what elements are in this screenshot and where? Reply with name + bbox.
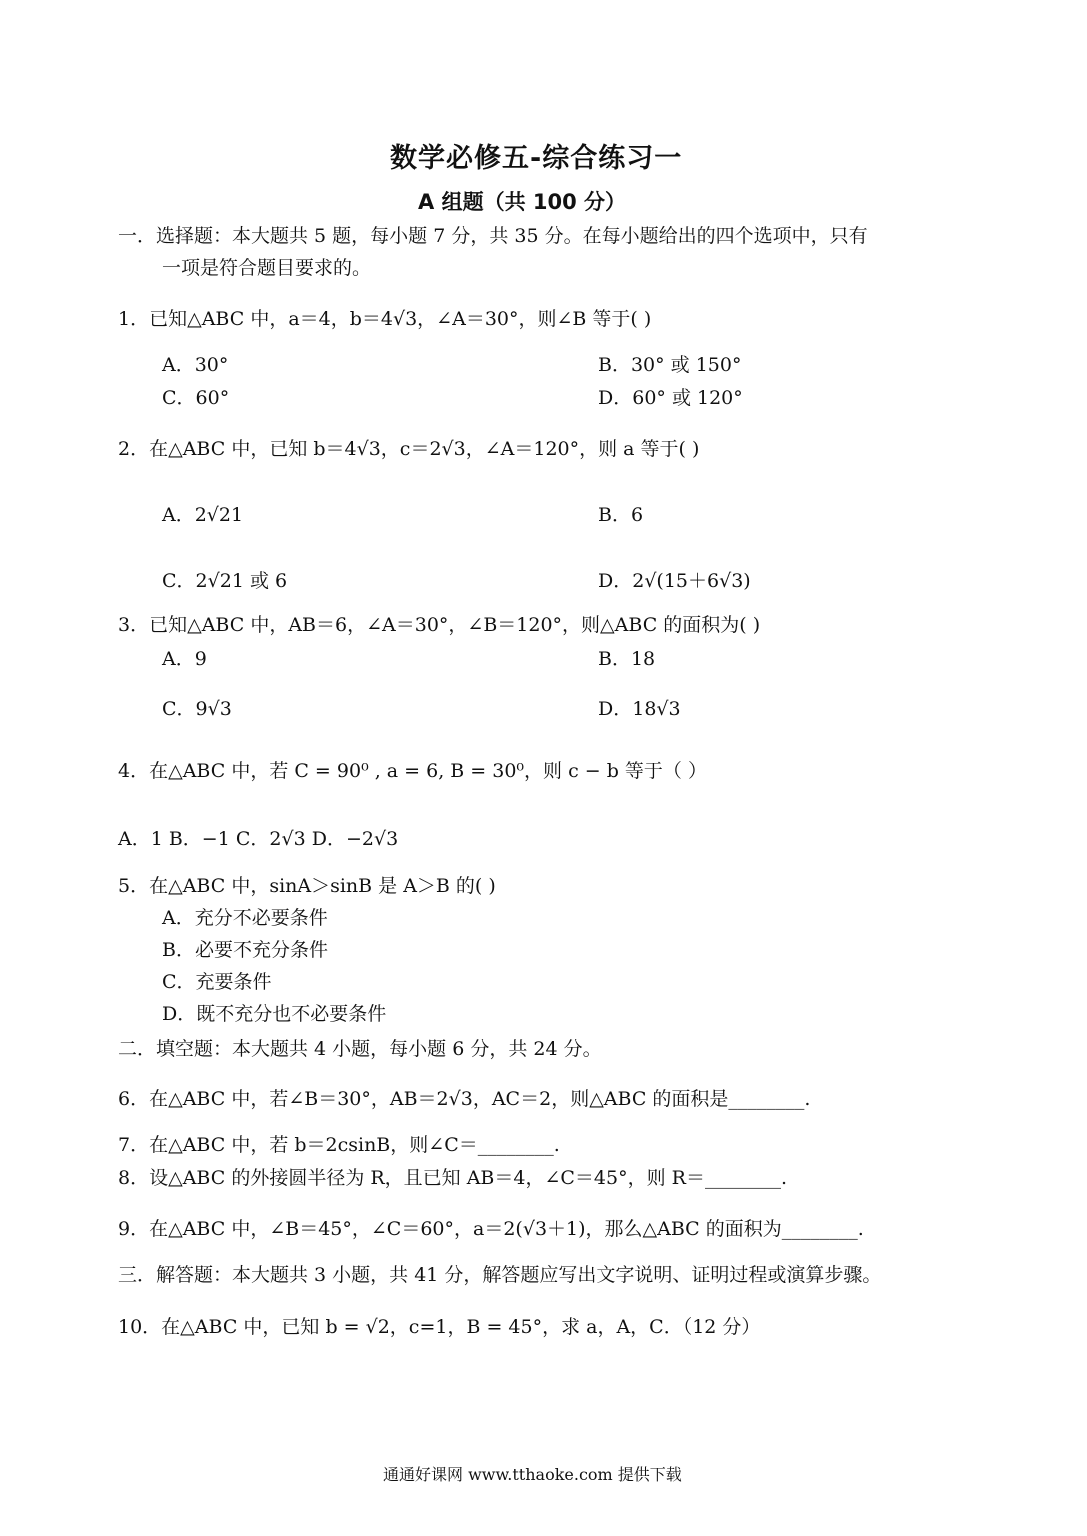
question-2-option-c: C．2√21 或 6 <box>162 570 288 592</box>
question-5-option-a: A．充分不必要条件 <box>162 907 328 929</box>
question-3-option-a: A．9 <box>162 648 207 670</box>
question-5-option-b: B．必要不充分条件 <box>162 939 328 961</box>
question-5-option-c: C．充要条件 <box>162 971 272 993</box>
question-8: 8．设△ABC 的外接圆半径为 R，且已知 AB＝4，∠C＝45°，则 R＝________. <box>118 1167 787 1189</box>
section-2-heading: 二．填空题：本大题共 4 小题，每小题 6 分，共 24 分。 <box>118 1038 602 1060</box>
section-3-heading: 三．解答题：本大题共 3 小题，共 41 分，解答题应写出文字说明、证明过程或演算步骤。 <box>118 1264 882 1286</box>
page-title: 数学必修五-综合练习一 <box>390 143 683 174</box>
question-1-option-a: A．30° <box>162 354 229 376</box>
question-5-option-d: D．既不充分也不必要条件 <box>162 1003 387 1025</box>
question-2-option-d: D．2√(15＋6√3) <box>598 570 751 592</box>
question-3-stem: 3．已知△ABC 中，AB＝6，∠A＝30°，∠B＝120°，则△ABC 的面积为( ) <box>118 614 761 636</box>
question-1-stem: 1．已知△ABC 中，a＝4，b＝4√3，∠A＝30°，则∠B 等于( ) <box>118 308 652 330</box>
question-2-option-b: B．6 <box>598 504 644 526</box>
question-3-option-b: B．18 <box>598 648 656 670</box>
question-7: 7．在△ABC 中，若 b＝2csinB，则∠C＝________. <box>118 1134 560 1156</box>
question-5-stem: 5．在△ABC 中，sinA＞sinB 是 A＞B 的( ) <box>118 875 496 897</box>
question-1-option-b: B．30° 或 150° <box>598 354 742 376</box>
question-1-option-d: D．60° 或 120° <box>598 387 743 409</box>
question-2-stem: 2．在△ABC 中，已知 b＝4√3，c＝2√3，∠A＝120°，则 a 等于( ) <box>118 438 700 460</box>
section-1-heading-line2: 一项是符合题目要求的。 <box>162 257 372 279</box>
question-1-option-c: C．60° <box>162 387 230 409</box>
page-footer: 通通好课网 www.tthaoke.com 提供下载 <box>383 1465 682 1484</box>
group-subtitle: A 组题（共 100 分） <box>418 190 627 214</box>
question-9: 9．在△ABC 中，∠B＝45°，∠C＝60°，a＝2(√3＋1)，那么△ABC 的面积为________. <box>118 1218 864 1240</box>
question-6: 6．在△ABC 中，若∠B＝30°，AB＝2√3，AC＝2，则△ABC 的面积是________. <box>118 1088 811 1110</box>
question-4-options: A．1 B．−1 C．2√3 D．−2√3 <box>118 828 399 850</box>
question-10: 10．在△ABC 中，已知 b = √2，c=1，B = 45°，求 a，A，C．（12 分） <box>118 1316 761 1338</box>
question-3-option-c: C．9√3 <box>162 698 232 720</box>
question-3-option-d: D．18√3 <box>598 698 681 720</box>
question-4-stem: 4．在△ABC 中，若 C = 90⁰ , a = 6, B = 30⁰，则 c − b 等于（ ） <box>118 760 707 782</box>
question-2-option-a: A．2√21 <box>162 504 244 526</box>
section-1-heading-line1: 一．选择题：本大题共 5 题，每小题 7 分，共 35 分。在每小题给出的四个选项中，只有 <box>118 225 868 247</box>
